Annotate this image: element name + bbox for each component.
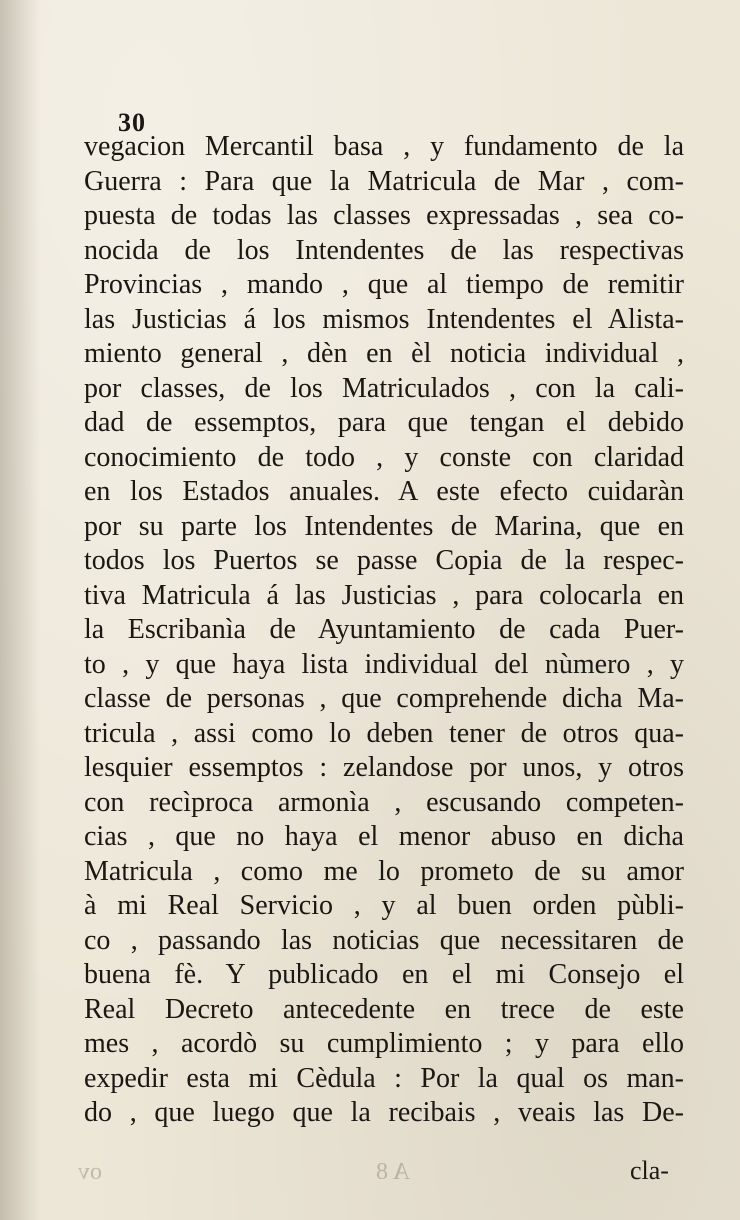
page-number: 30 xyxy=(118,108,146,137)
text-line: mes , acordò su cumplimiento ; y para ello xyxy=(84,1028,684,1059)
text-line: co , passando las noticias que necessitaren de xyxy=(84,924,684,956)
text-line: dad de essemptos, para que tengan el debido xyxy=(84,407,684,438)
text-line: las Justicias á los mismos Intendentes el Alista- xyxy=(84,303,684,335)
text-line: todos los Puertos se passe Copia de la respec- xyxy=(84,545,684,576)
text-line: lesquier essemptos : zelandose por unos, y otros xyxy=(84,752,684,783)
text-line: Guerra : Para que la Matricula de Mar , com- xyxy=(84,165,684,197)
text-line: Real Decreto antecedente en trece de este xyxy=(84,993,684,1025)
text-line: vegacion Mercantil basa , y fundamento de la xyxy=(84,131,684,162)
text-line: puesta de todas las classes expressadas , sea co- xyxy=(84,200,684,231)
gutter-shadow xyxy=(0,0,40,1220)
text-line: expedir esta mi Cèdula : Por la qual os man- xyxy=(84,1062,684,1094)
text-line: tiva Matricula á las Justicias , para colocarla en xyxy=(84,579,684,611)
text-line: to , y que haya lista individual del nùmero , y xyxy=(84,648,684,680)
text-line: miento general , dèn en èl noticia individual , xyxy=(84,338,684,369)
text-line: tricula , assi como lo deben tener de otros qua- xyxy=(84,717,684,749)
text-line: la Escribanìa de Ayuntamiento de cada Puer- xyxy=(84,614,684,645)
text-line: do , que luego que la recibais , veais las De- xyxy=(84,1097,684,1128)
text-line: Provincias , mando , que al tiempo de remitir xyxy=(84,269,684,300)
body-text xyxy=(84,130,684,1131)
show-through-mark: A 8 xyxy=(376,1159,411,1185)
text-line: con recìproca armonìa , escusando competen- xyxy=(84,786,684,818)
text-line: conocimiento de todo , y conste con claridad xyxy=(84,441,684,473)
text-line: à mi Real Servicio , y al buen orden pùbli- xyxy=(84,890,684,921)
text-line: cias , que no haya el menor abuso en dicha xyxy=(84,821,684,852)
show-through-mark: ov xyxy=(78,1159,102,1185)
text-line: por su parte los Intendentes de Marina, que en xyxy=(84,510,684,542)
text-line: nocida de los Intendentes de las respectivas xyxy=(84,234,684,266)
text-line: por classes, de los Matriculados , con la cali- xyxy=(84,372,684,404)
text-line: classe de personas , que comprehende dicha Ma- xyxy=(84,683,684,714)
catchword: cla- xyxy=(630,1156,669,1185)
text-line: en los Estados anuales. A este efecto cuidaràn xyxy=(84,476,684,507)
text-line: Matricula , como me lo prometo de su amor xyxy=(84,855,684,887)
text-line: buena fè. Y publicado en el mi Consejo el xyxy=(84,959,684,990)
